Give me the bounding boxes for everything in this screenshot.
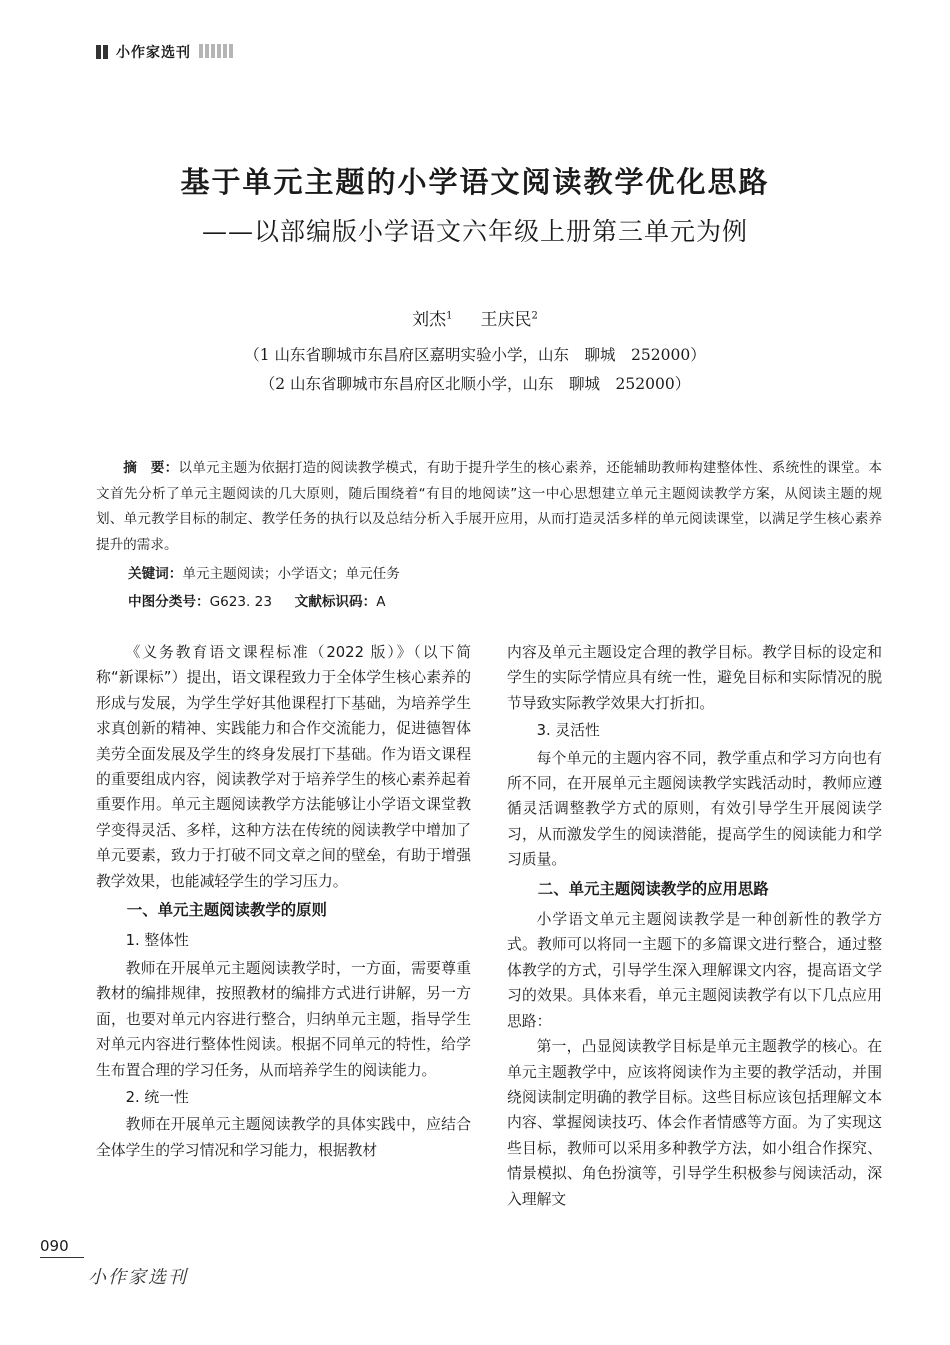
header-bar-decoration	[199, 43, 235, 62]
authors	[0, 305, 950, 330]
paragraph: 小学语文单元主题阅读教学是一种创新性的教学方式。教师可以将同一主题下的多篇课文进行整合，通过整体教学的方式，引导学生深入理解课文内容，提高语文学习的效果。具体来看，单元主题阅读教学有以下几点应用思路：	[507, 911, 882, 1030]
class-label: 中图分类号：	[128, 594, 210, 610]
affiliation-2: （2 山东省聊城市东昌府区北顺小学，山东 聊城 252000）	[259, 375, 691, 393]
article-subtitle: ——以部编版小学语文六年级上册第三单元为例	[201, 217, 748, 246]
subsection-heading: 3. 灵活性	[536, 722, 600, 740]
footer-rule	[40, 1257, 84, 1258]
doc-code-value: A	[376, 594, 386, 610]
keywords-value: 单元主题阅读；小学语文；单元任务	[182, 566, 400, 582]
paragraph: 《义务教育语文课程标准（2022 版）》（以下简称“新课标”）提出，语文课程致力于全体学生核心素养的形成与发展，为学生学好其他课程打下基础，为培养学生求真创新的精神、实践能力和合作交流能力，促进德智体美劳全面发展及学生的终身发展打下基础。作为语文课程的重要组成内容，阅读教学对于培养学生的核心素养起着重要作用。单元主题阅读教学方法能够让小学语文课堂教学变得灵活、多样，这种方法在传统的阅读教学中增加了单元要素，致力于打破不同文章之间的壁垒，有助于增强教学效果，也能减轻学生的学习压力。	[96, 644, 471, 890]
author-2: 王庆民	[480, 310, 532, 330]
subsection-heading: 1. 整体性	[125, 932, 189, 950]
keywords	[128, 562, 400, 582]
abstract-label: 摘 要：	[123, 460, 179, 476]
class-value: G623. 23	[209, 594, 272, 610]
doc-code-label: 文献标识码：	[294, 594, 377, 610]
paragraph: 教师在开展单元主题阅读教学的具体实践中，应结合全体学生的学习情况和学习能力，根据教材	[96, 1116, 471, 1159]
paragraph: 第一，凸显阅读教学目标是单元主题教学的核心。在单元主题教学中，应该将阅读作为主要的教学活动，并围绕阅读制定明确的教学目标。这些目标应该包括理解文本内容、掌握阅读技巧、体会作者情感等方面。为了实现这些目标，教师可以采用多种教学方法，如小组合作探究、情景模拟、角色扮演等，引导学生积极参与阅读活动，深入理解文	[507, 1038, 882, 1208]
header-bar-mark	[103, 45, 108, 59]
author-1-sup: 1	[446, 310, 453, 322]
paragraph-continued: 内容及单元主题设定合理的教学目标。教学目标的设定和学生的实际学情应具有统一性，避免目标和实际情况的脱节导致实际教学效果大打折扣。	[507, 644, 882, 712]
journal-name: 小作家选刊	[116, 45, 191, 61]
section-heading: 二、单元主题阅读教学的应用思路	[537, 879, 769, 898]
affiliation-1: （1 山东省聊城市东昌府区嘉明实验小学，山东 聊城 252000）	[244, 346, 706, 364]
running-header	[96, 42, 235, 62]
paragraph: 每个单元的主题内容不同，教学重点和学习方向也有所不同，在开展单元主题阅读教学实践活动时，教师应遵循灵活调整教学方式的原则，有效引导学生开展阅读学习，从而激发学生的阅读潜能，提高学生的阅读能力和学习质量。	[507, 749, 882, 869]
header-bar-mark	[96, 45, 101, 59]
right-column	[507, 640, 882, 1212]
article-title: 基于单元主题的小学语文阅读教学优化思路	[180, 165, 770, 199]
page-number: 090	[40, 1237, 69, 1255]
footer-logo: 小作家选刊	[88, 1267, 188, 1288]
author-1: 刘杰	[412, 310, 447, 330]
author-2-sup: 2	[531, 310, 538, 322]
abstract-text: 以单元主题为依据打造的阅读教学模式，有助于提升学生的核心素养，还能辅助教师构建整体性、系统性的课堂。本文首先分析了单元主题阅读的几大原则，随后围绕着“有目的地阅读”这一中心思想建立单元主题阅读教学方案，从阅读主题的规划、单元教学目标的制定、教学任务的执行以及总结分析入手展开应用，从而打造灵活多样的单元阅读课堂，以满足学生核心素养提升的需求。	[96, 460, 882, 553]
left-column	[96, 640, 471, 1163]
subsection-heading: 2. 统一性	[125, 1088, 189, 1106]
classification	[128, 590, 386, 610]
abstract	[96, 456, 882, 558]
paragraph: 教师在开展单元主题阅读教学时，一方面，需要尊重教材的编排规律，按照教材的编排方式进行讲解，另一方面，也要对单元内容进行整合，归纳单元主题，指导学生对单元内容进行整体性阅读。根据不同单元的特性，给学生布置合理的学习任务，从而培养学生的阅读能力。	[96, 959, 471, 1079]
section-heading: 一、单元主题阅读教学的原则	[126, 901, 327, 920]
keywords-label: 关键词：	[128, 566, 183, 582]
